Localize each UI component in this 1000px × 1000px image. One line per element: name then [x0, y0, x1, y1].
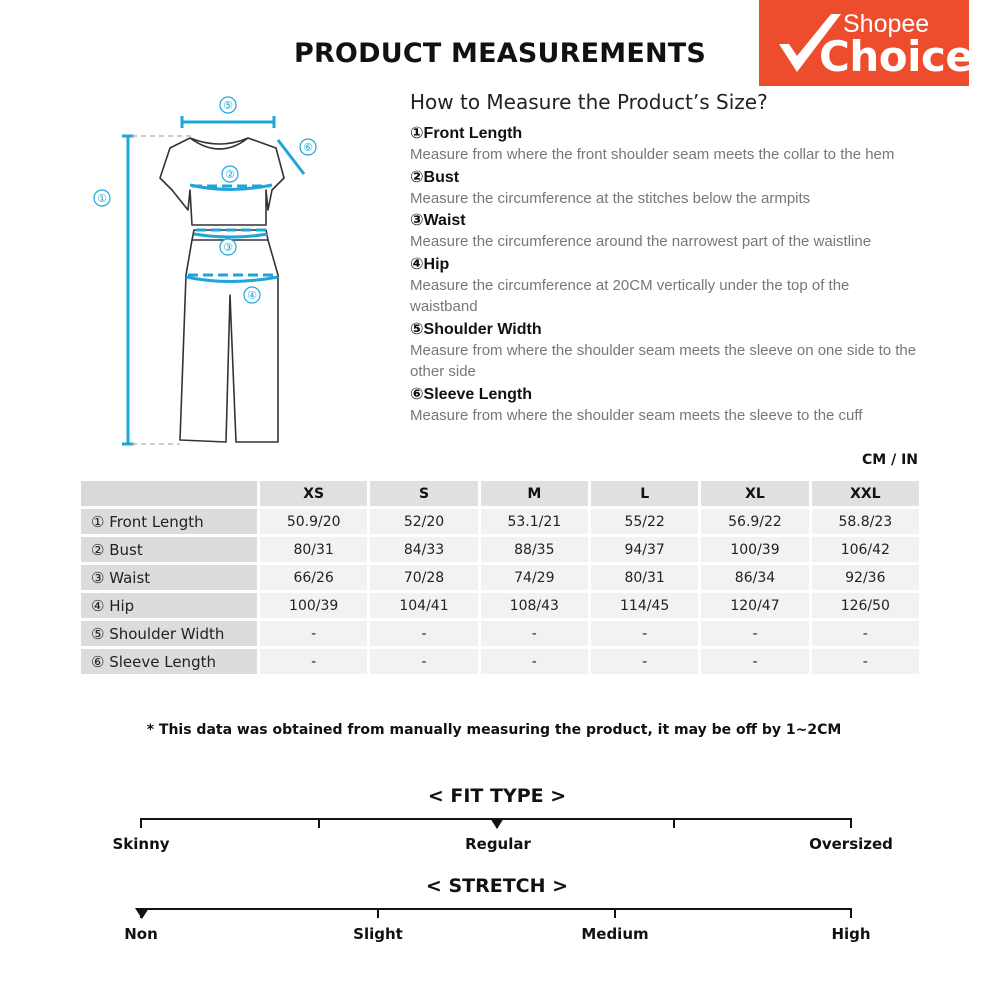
- measurement-guide: [410, 122, 920, 426]
- fit-selected-marker: [490, 818, 504, 829]
- guide-desc-waist: Measure the circumference around the narrowest part of the waistline: [410, 233, 872, 250]
- table-cell: 114/45: [591, 593, 698, 618]
- badge-brand: Shopee: [843, 10, 930, 38]
- table-cell: 52/20: [370, 509, 477, 534]
- table-cell: 80/31: [260, 537, 367, 562]
- stretch-label-medium: Medium: [581, 925, 649, 943]
- table-cell: -: [591, 621, 698, 646]
- badge-label: Choice: [819, 32, 974, 81]
- table-cell: 100/39: [260, 593, 367, 618]
- table-cell: 56.9/22: [701, 509, 808, 534]
- table-cell: -: [701, 649, 808, 674]
- table-cell: 53.1/21: [481, 509, 588, 534]
- table-cell: 120/47: [701, 593, 808, 618]
- table-row: [81, 649, 919, 674]
- table-cell: 55/22: [591, 509, 698, 534]
- stretch-label-slight: Slight: [353, 925, 403, 943]
- marker-shoulder-width: ⑤: [223, 99, 233, 112]
- row-label: ⑥ Sleeve Length: [81, 649, 257, 674]
- row-label: ① Front Length: [81, 509, 257, 534]
- col-header: XL: [701, 481, 808, 506]
- table-cell: 50.9/20: [260, 509, 367, 534]
- table-cell: 66/26: [260, 565, 367, 590]
- stretch-label-high: High: [831, 925, 871, 943]
- table-cell: -: [260, 621, 367, 646]
- measurement-note: * This data was obtained from manually measuring the product, it may be off by 1~2CM: [146, 722, 842, 738]
- marker-sleeve-length: ⑥: [303, 141, 313, 154]
- table-cell: 126/50: [812, 593, 919, 618]
- size-table: [78, 478, 922, 677]
- row-label: ④ Hip: [81, 593, 257, 618]
- guide-title-shoulder-width: ⑤Shoulder Width: [410, 320, 542, 338]
- table-cell: 100/39: [701, 537, 808, 562]
- stretch-tick: [614, 908, 616, 918]
- table-row: [81, 537, 919, 562]
- table-cell: -: [812, 621, 919, 646]
- fit-tick: [140, 818, 142, 828]
- table-cell: -: [591, 649, 698, 674]
- page-title: PRODUCT MEASUREMENTS: [293, 38, 707, 69]
- measure-lines: [122, 116, 304, 444]
- col-header: M: [481, 481, 588, 506]
- table-cell: 80/31: [591, 565, 698, 590]
- table-cell: 74/29: [481, 565, 588, 590]
- fit-tick: [673, 818, 675, 828]
- fit-type-title: < FIT TYPE >: [427, 785, 567, 807]
- marker-front-length: ①: [97, 192, 107, 205]
- guide-desc-sleeve-length: Measure from where the shoulder seam meets the sleeve to the cuff: [410, 406, 863, 424]
- guide-title-bust: ②Bust: [410, 168, 460, 186]
- table-cell: 84/33: [370, 537, 477, 562]
- col-header: L: [591, 481, 698, 506]
- fit-label-oversized: Oversized: [809, 835, 893, 853]
- table-cell: 86/34: [701, 565, 808, 590]
- table-header-row: [81, 481, 919, 506]
- col-header: XXL: [812, 481, 919, 506]
- guide-desc-bust: Measure the circumference at the stitches below the armpits: [410, 189, 811, 207]
- table-cell: 106/42: [812, 537, 919, 562]
- row-label: ③ Waist: [81, 565, 257, 590]
- table-cell: 104/41: [370, 593, 477, 618]
- table-cell: 92/36: [812, 565, 919, 590]
- table-cell: 108/43: [481, 593, 588, 618]
- stretch-label-non: Non: [124, 925, 158, 943]
- guide-title-waist: ③Waist: [410, 212, 466, 229]
- table-cell: -: [260, 649, 367, 674]
- table-row: [81, 593, 919, 618]
- marker-waist: ③: [223, 241, 233, 254]
- unit-label: CM / IN: [862, 452, 918, 468]
- col-header: XS: [260, 481, 367, 506]
- marker-hip: ④: [247, 289, 257, 302]
- table-cell: -: [481, 649, 588, 674]
- table-cell: 70/28: [370, 565, 477, 590]
- fit-label-regular: Regular: [465, 835, 531, 853]
- guide-desc-hip: Measure the circumference at 20CM vertically under the top of the waistband: [410, 276, 850, 315]
- howto-heading: How to Measure the Product’s Size?: [410, 90, 768, 114]
- garment-illustration: [80, 90, 400, 455]
- row-label: ② Bust: [81, 537, 257, 562]
- col-header: S: [370, 481, 477, 506]
- table-cell: 88/35: [481, 537, 588, 562]
- guide-lines: [132, 136, 192, 444]
- fit-label-skinny: Skinny: [112, 835, 170, 853]
- table-cell: -: [812, 649, 919, 674]
- row-label: ⑤ Shoulder Width: [81, 621, 257, 646]
- table-cell: 94/37: [591, 537, 698, 562]
- table-cell: -: [370, 621, 477, 646]
- table-row: [81, 621, 919, 646]
- jumpsuit-outline: [160, 138, 284, 442]
- stretch-scale-line: [141, 908, 852, 910]
- table-row: [81, 509, 919, 534]
- guide-desc-shoulder-width: Measure from where the shoulder seam meets the sleeve on one side to the other side: [410, 341, 917, 380]
- stretch-tick: [377, 908, 379, 918]
- guide-title-sleeve-length: ⑥Sleeve Length: [410, 385, 533, 403]
- guide-desc-front-length: Measure from where the front shoulder seam meets the collar to the hem: [410, 146, 895, 163]
- fit-tick: [850, 818, 852, 828]
- guide-title-front-length: ①Front Length: [410, 125, 523, 142]
- table-cell: -: [701, 621, 808, 646]
- marker-bust: ②: [225, 168, 235, 181]
- fit-tick: [318, 818, 320, 828]
- shopee-choice-badge: [759, 0, 974, 86]
- table-corner: [81, 481, 257, 506]
- stretch-title: < STRETCH >: [425, 875, 569, 897]
- guide-title-hip: ④Hip: [410, 255, 450, 273]
- table-cell: 58.8/23: [812, 509, 919, 534]
- table-row: [81, 565, 919, 590]
- stretch-selected-marker: [135, 908, 149, 919]
- stretch-tick: [850, 908, 852, 918]
- table-cell: -: [481, 621, 588, 646]
- table-cell: -: [370, 649, 477, 674]
